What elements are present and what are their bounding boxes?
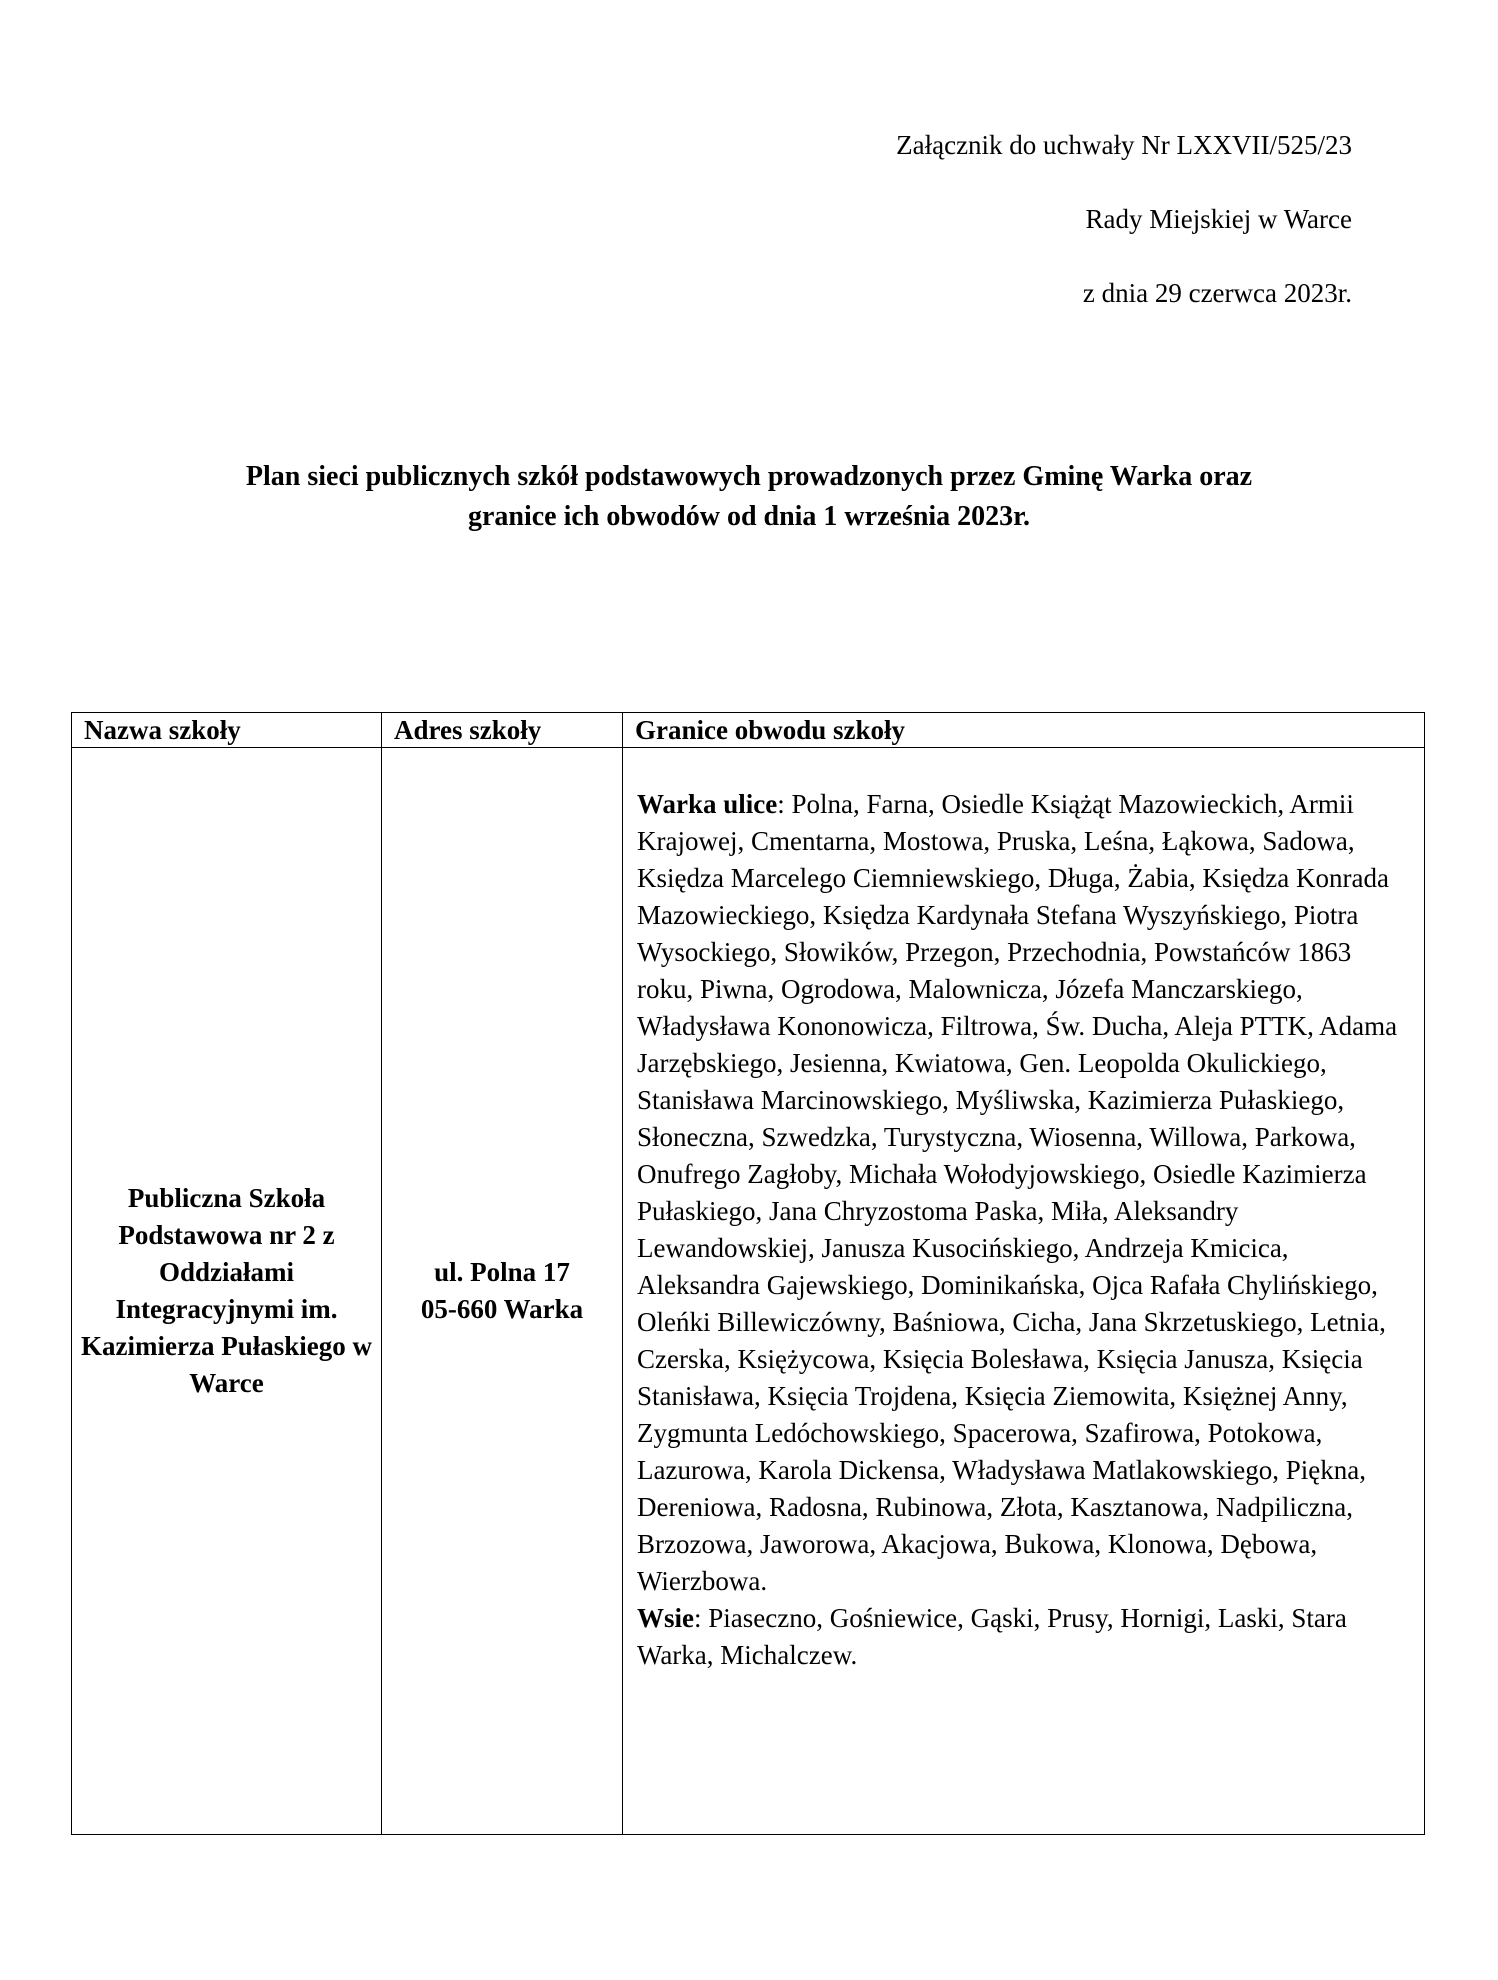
attachment-resolution: Załącznik do uchwały Nr LXXVII/525/23 xyxy=(896,130,1352,160)
address-city: 05-660 Warka xyxy=(420,1294,584,1324)
streets-paragraph xyxy=(637,786,1408,1600)
table-header-row xyxy=(72,713,1425,748)
villages-label: Wsie xyxy=(637,1603,694,1633)
header-school-name: Nazwa szkoły xyxy=(72,713,382,748)
title-line-2: granice ich obwodów od dnia 1 września 2023r. xyxy=(467,501,1031,532)
attachment-council: Rady Miejskiej w Warce xyxy=(1085,204,1352,234)
villages-paragraph xyxy=(637,1600,1408,1674)
villages-list: : Piaseczno, Gośniewice, Gąski, Prusy, Hornigi, Laski, Stara Warka, Michalczew. xyxy=(637,1603,1347,1670)
school-address xyxy=(382,748,623,1835)
header-school-address: Adres szkoły xyxy=(382,713,623,748)
streets-list: : Polna, Farna, Osiedle Książąt Mazowieckich, Armii Krajowej, Cmentarna, Mostowa, Pruska, Leśna, Łąkowa, Sadowa, Księdza Marcelego Ciemniewskiego, Długa, Żabia, Księdza Konrada Mazowieckiego, Księdza Kardynała Stefana Wyszyńskiego, Piotra Wysockiego, Słowików, Przegon, Przechodnia, Powstańców 1863 roku, Piwna, Ogrodowa, Malownicza, Józefa Manczarskiego, Władysława Kononowicza, Filtrowa, Św. Ducha, Aleja PTTK, Adama Jarzębskiego, Jesienna, Kwiatowa, Gen. Leopolda Okulickiego, Stanisława Marcinowskiego, Myśliwska, Kazimierza Pułaskiego, Słoneczna, Szwedzka, Turystyczna, Wiosenna, Willowa, Parkowa, Onufrego Zagłoby, Michała Wołodyjowskiego, Osiedle Kazimierza Pułaskiego, Jana Chryzostoma Paska, Miła, Aleksandry Lewandowskiej, Janusza Kusocińskiego, Andrzeja Kmicica, Aleksandra Gajewskiego, Dominikańska, Ojca Rafała Chylińskiego, Oleńki Billewiczówny, Baśniowa, Cicha, Jana Skrzetuskiego, Letnia, Czerska, Księżycowa, Księcia Bolesława, Księcia Janusza, Księcia Stanisława, Księcia Trojdena, Księcia Ziemowita, Księżnej Anny, Zygmunta Ledóchowskiego, Spacerowa, Szafirowa, Potokowa, Lazurowa, Karola Dickensa, Władysława Matlakowskiego, Piękna, Dereniowa, Radosna, Rubinowa, Złota, Kasztanowa, Nadpiliczna, Brzozowa, Jaworowa, Akacjowa, Bukowa, Klonowa, Dębowa, Wierzbowa. xyxy=(637,789,1398,1596)
header-district-boundaries: Granice obwodu szkoły xyxy=(623,713,1425,748)
table-row xyxy=(72,748,1425,1835)
attachment-header xyxy=(896,108,1352,330)
district-boundaries xyxy=(623,748,1425,1835)
attachment-date: z dnia 29 czerwca 2023r. xyxy=(1082,278,1352,308)
title-line-1: Plan sieci publicznych szkół podstawowych prowadzonych przez Gminę Warka oraz xyxy=(245,461,1253,492)
streets-label: Warka ulice xyxy=(637,789,778,819)
address-street: ul. Polna 17 xyxy=(434,1257,570,1287)
document-title xyxy=(120,457,1378,537)
school-name: Publiczna Szkoła Podstawowa nr 2 z Oddziałami Integracyjnymi im. Kazimierza Pułaskiego w Warce xyxy=(72,748,382,1835)
school-network-table xyxy=(71,712,1425,1835)
